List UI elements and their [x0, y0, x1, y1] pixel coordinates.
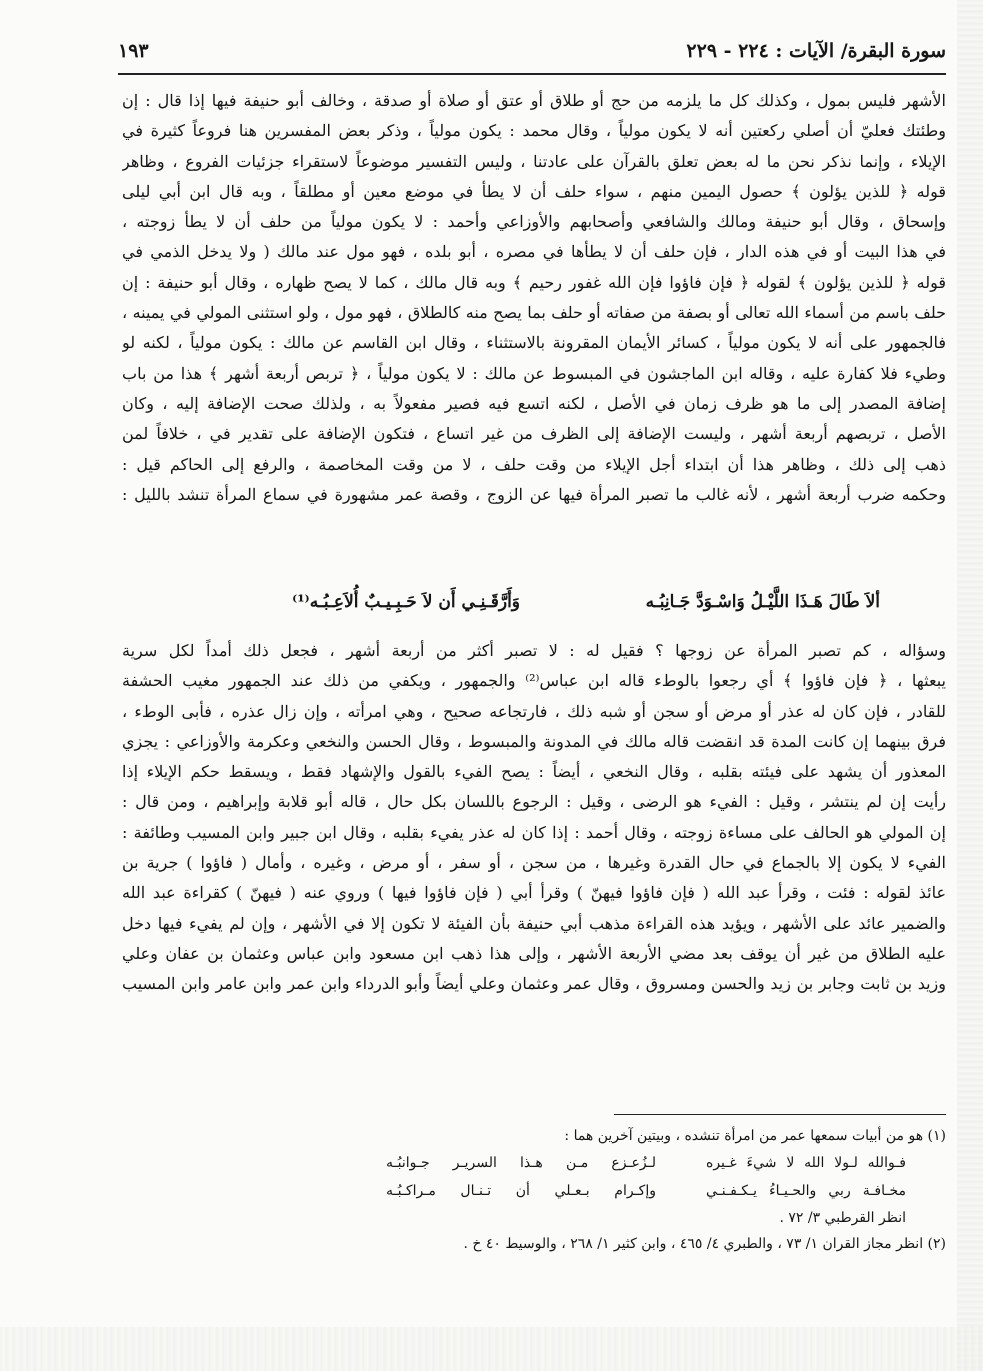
running-header [118, 38, 946, 68]
page-number: ١٩٣ [118, 40, 149, 62]
text-line: والضمير عائد على الأشهر ، ويؤيد هذه القراءة مذهب أبي حنيفة بأن الفيئة لا تكون إلا في الأشهر ، وإن لم يفيء فيها دخل [122, 913, 946, 933]
text-line: رأيت إن لم ينتشر ، وقيل : الفيء هو الرضى ، وقيل : الرجوع باللسان بكل حال ، قاله أبو قلابة وإبراهيم ، ومن قال : [122, 792, 946, 812]
scan-edge-right [957, 0, 983, 1371]
text-line: للقادر ، فإن كان له عذر أو مرض أو سجن أو شبه ذلك ، فارتجاعه صحيح ، وهي امرأته ، وإن زال عذره ، فأبى الوطء ، [122, 701, 946, 721]
text-line: إضافة المصدر إلى ما هو ظرف زمان في الأصل ، لكنه اتسع فيه فصير مفعولاً به ، ولذلك صحت الإضافة إليه ، وكان [122, 393, 946, 413]
poetry-verse [200, 592, 880, 626]
text-line: قوله ﴿ للذين يؤلون ﴾ حصول اليمين منهم ، سواء حلف أن لا يطأ في موضع معين أو مطلقاً ، وبه قال ابن أبي ليلى [122, 181, 946, 201]
text-line: الإيلاء ، وإنما نذكر نحن ما له بعض تعلق بالقرآن على عادتنا ، وليس التفسير موضوعاً لاستقراء جزئيات الفروع ، وظاهر [122, 151, 946, 171]
poem-hemistich-2: لـزُعـزع مـن هـذا السريـر جـوانبُـه [386, 1155, 656, 1171]
text-line: وزيد بن ثابت وجابر بن زيد والحسن ومسروق ، وقال عمر وعثمان وعلي أيضاً وأبو الدرداء وابن عمر وابن عامر وابن المسيب [122, 974, 946, 994]
text-line: المعذور أن يشهد على فيئته بقلبه ، وقال النخعي ، أيضاً : يصح الفيء بالقول والإشهاد فقط ، ويسقط حكم الإيلاء إذا [122, 762, 946, 782]
text-line: عليه الطلاق من غير أن يوقف بعد مضي الأربعة الأشهر ، وإلى هذا ذهب ابن مسعود وابن عباس وعثمان بن عفان وعلي [122, 943, 946, 963]
footnote-poem-line [200, 1177, 946, 1205]
paragraph-1 [122, 86, 946, 510]
footnote-2: (٢) انظر مجاز القران ١/ ٧٣ ، والطبري ٤/ ٤٦٥ ، وابن كثير ١/ ٢٦٨ ، والوسيط ٤٠ خ . [463, 1236, 946, 1252]
text-line: ذهب إلى ذلك ، وظاهر هذا أن ابتداء أجل الإيلاء من وقت حلف ، لا من وقت المخاصمة ، والرفع إلى الحاكم قيل : [122, 454, 946, 474]
text-line: عائذ لقوله : فئت ، وقرأ عبد الله ( فإن فاؤوا فيهنّ ) وقرأ أبي ( فإن فاؤوا فيها ) وروي عنه ( فيهنّ ) كقراءة عبد الله [122, 883, 946, 903]
footnote-1-source: انظر القرطبي ٣/ ٧٢ . [779, 1210, 906, 1226]
text-line: وإسحاق ، وقال أبو حنيفة ومالك والشافعي وأصحابهم والأوزاعي وأحمد : لا يكون مولياً من حلف أن لا يطأ زوجته ، [122, 212, 946, 232]
text-line: وحكمه ضرب أربعة أشهر ، لأنه غالب ما تصبر المرأة فيها عن الزوج ، وقصة عمر مشهورة في سماع المرأة تنشد بالليل : [122, 484, 946, 504]
scan-edge-bottom [0, 1327, 983, 1371]
poem-hemistich-2: وإكـرام بـعـلي أن تـنـال مـراكـبُـه [386, 1183, 656, 1199]
footnote-rule [614, 1114, 946, 1115]
text-line: وطئتك فعليّ أن أصلي ركعتين أنه لا يكون مولياً ، وقال محمد : يكون مولياً ، وذكر بعض المفسرين هنا فروعاً كثيرة في [122, 121, 946, 141]
footnotes [200, 1123, 946, 1257]
verse-hemistich-1: ألاَ طَالَ هَـذَا اللَّيْـلُ وَاسْـوَدَّ جَـانِبُـه [645, 592, 880, 612]
text-line: في هذا البيت أو في هذه الدار ، فإن حلف أن لا يطأها في مصره ، أبو بلده ، فهو مول عند مالك ( ولا يدخل الذمي في [122, 242, 946, 262]
text-line: فرق بينهما إن كانت المدة قد انقضت قاله مالك في المدونة والمبسوط ، وقال الحسن والنخعي وعكرمة والأوزاعي : يجزي [122, 731, 946, 751]
footnote-poem-line [200, 1149, 946, 1177]
footnote-1-intro: (١) هو من أبيات سمعها عمر من امرأة تنشده ، وبيتين آخرين هما : [564, 1128, 946, 1144]
text-line: حلف باسم من أسماء الله تعالى أو بصفة من صفاته أو حلف بما يصح منه كالطلاق ، فهو مول ، ولو استثنى المولي في يمينه ، [122, 303, 946, 323]
text-line: الأصل ، تربصهم أربعة أشهر ، وليست الإضافة إلى الظرف من غير اتساع ، فتكون الإضافة على تقدير في ، خلافاً لمن [122, 424, 946, 444]
text-line: قوله ﴿ للذين يؤلون ﴾ لقوله ﴿ فإن فاؤوا فإن الله غفور رحيم ﴾ وبه قال مالك ، كما لا يصح ظهاره ، وقال أبو حنيفة : إن [122, 272, 946, 292]
poem-hemistich-1: فـوالله لـولا الله لا شيءَ غـيره [706, 1155, 906, 1171]
text-line: الفيء لا يكون إلا بالجماع في حال القدرة وغيرها ، من سجن ، أو سفر ، أو مرض ، وغيره ، وأمال ( فاؤوا ) جرية بن [122, 853, 946, 873]
text-line: وسؤاله ، كم تصبر المرأة عن زوجها ؟ فقيل له : لا تصبر أكثر من أربعة أشهر ، فجعل ذلك أمداً لكل سرية [122, 641, 946, 660]
text-line: الأشهر فليس بمول ، وكذلك كل ما يلزمه من حج أو طلاق أو عتق أو صلاة أو صدقة ، وخالف أبو حنيفة فيها إذا قال : إن [122, 91, 946, 110]
poem-hemistich-1: مخـافـة ربي والحـيـاءُ يـكـفـنـي [706, 1183, 906, 1199]
text-line: فالجمهور على أنه لا يكون مولياً ، كسائر الأيمان المقرونة بالاستثناء ، وقال ابن القاسم عن مالك : يكون مولياً ، لكنه لو [122, 333, 946, 353]
paragraph-2 [122, 636, 946, 1000]
verse-hemistich-2: وَأَرَّقَـنِـي أَن لاَ حَـبِـيـبٌ أُلاَعِـبُـه⁽¹⁾ [292, 592, 520, 612]
surah-title: سورة البقرة/ الآيات : ٢٢٤ - ٢٢٩ [686, 40, 946, 62]
header-rule [118, 73, 946, 75]
text-line: إن المولي هو الحالف على مساءة زوجته ، وقال أحمد : إذا كان له عذر يفيء بقلبه ، وقال ابن جبير وابن المسيب وطائفة : [122, 822, 946, 842]
text-line: يبعثها ، ﴿ فإن فاؤوا ﴾ أي رجعوا بالوطء قاله ابن عباس⁽²⁾ والجمهور ، ويكفي من ذلك عند الجمهور مغيب الحشفة [122, 671, 946, 691]
text-line: وطيء فلا كفارة عليه ، وقاله ابن الماجشون في المبسوط عن مالك : لا يكون مولياً ، ﴿ تربص أربعة أشهر ﴾ هذا من باب [122, 363, 946, 383]
